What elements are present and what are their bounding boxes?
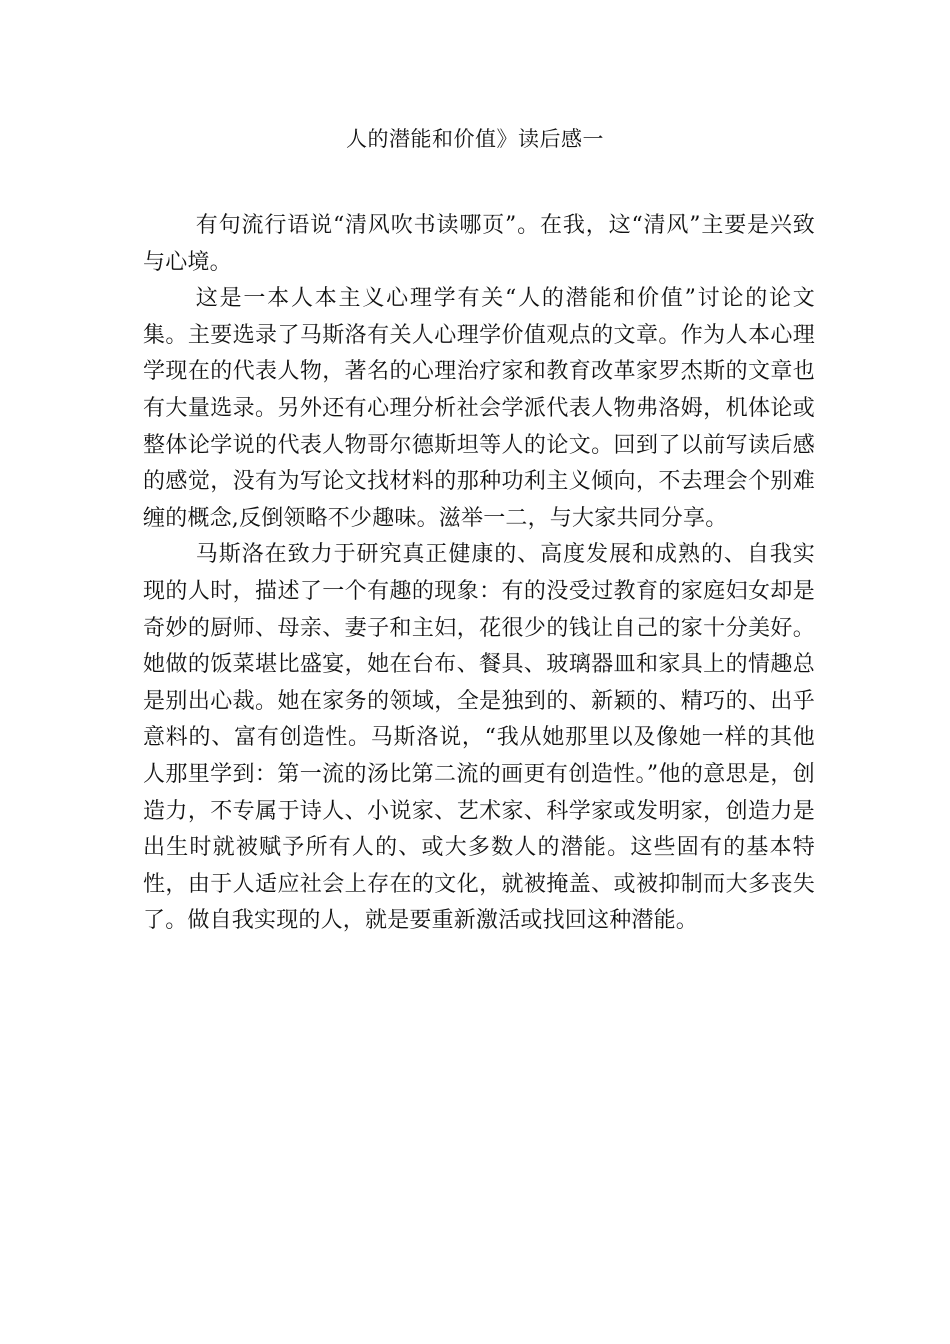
paragraph-3: 马斯洛在致力于研究真正健康的、高度发展和成熟的、自我实现的人时，描述了一个有趣的现象：有的没受过教育的家庭妇女却是奇妙的厨师、母亲、妻子和主妇，花很少的钱让自己的家十分美好。她做的饭菜堪比盛宴，她在台布、餐具、玻璃器皿和家具上的情趣总是别出心裁。她在家务的领域，全是独到的、新颖的、精巧的、出乎意料的、富有创造性。马斯洛说，“我从她那里以及像她一样的其他人那里学到：第一流的汤比第二流的画更有创造性。”他的意思是，创造力，不专属于诗人、小说家、艺术家、科学家或发明家，创造力是出生时就被赋予所有人的、或大多数人的潜能。这些固有的基本特性，由于人适应社会上存在的文化，就被掩盖、或被抑制而大多丧失了。做自我实现的人，就是要重新激活或找回这种潜能。 (143, 542, 815, 934)
document-body (143, 208, 815, 940)
document-title: 人的潜能和价值》读后感一 (346, 127, 604, 151)
paragraph-1: 有句流行语说“清风吹书读哪页”。在我，这“清风”主要是兴致与心境。 (143, 213, 815, 275)
paragraph-2: 这是一本人本主义心理学有关“人的潜能和价值”讨论的论文集。主要选录了马斯洛有关人心理学价值观点的文章。作为人本心理学现在的代表人物，著名的心理治疗家和教育改革家罗杰斯的文章也有大量选录。另外还有心理分析社会学派代表人物弗洛姆，机体论或整体论学说的代表人物哥尔德斯坦等人的论文。回到了以前写读后感的感觉，没有为写论文找材料的那种功利主义倾向，不去理会个别难缠的概念,反倒领略不少趣味。滋举一二，与大家共同分享。 (143, 286, 815, 531)
